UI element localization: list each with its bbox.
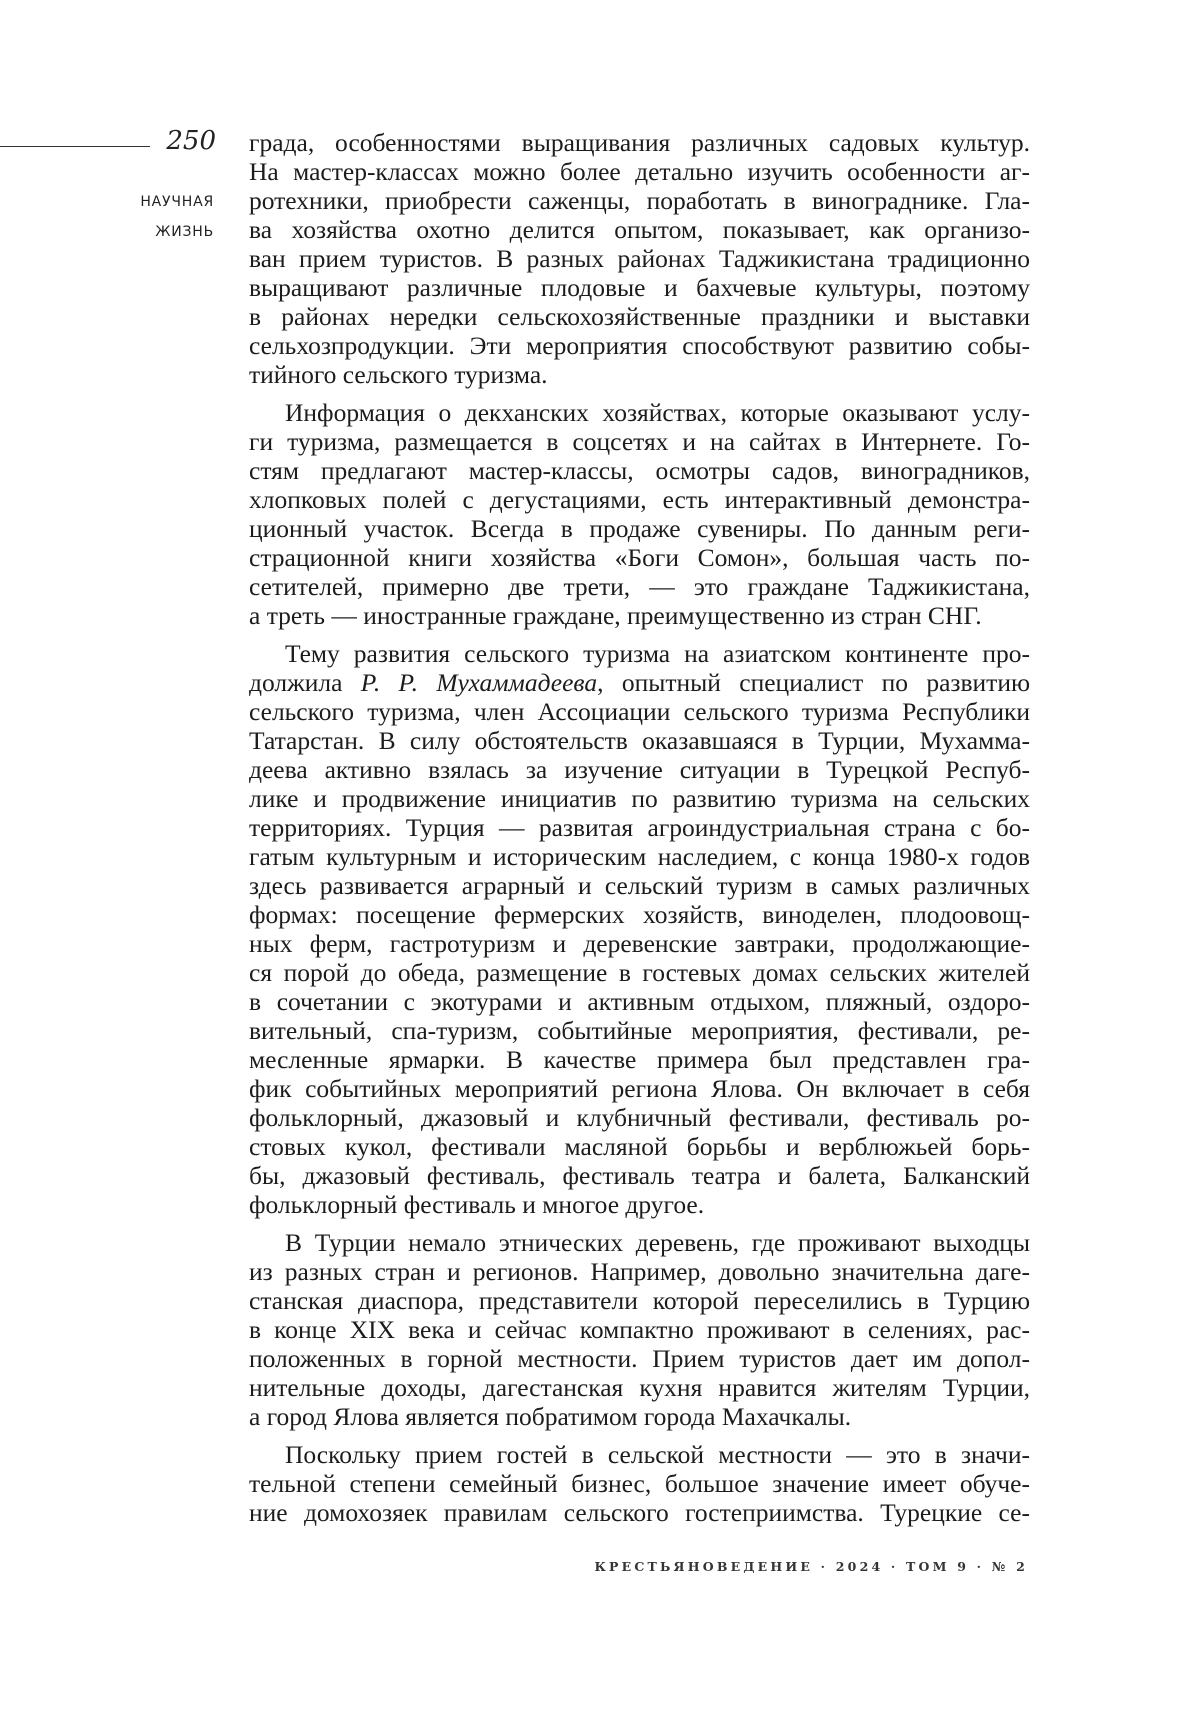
text-line: ных ферм, гастротуризм и деревенские завтраки, продолжающие- (249, 929, 1030, 958)
text-line: а город Ялова является побратимом города Махачкалы. (249, 1402, 852, 1431)
author-name: Р. Р. Мухаммадеева (360, 668, 598, 697)
page-number: 250 (166, 126, 216, 156)
text-line: фольклорный, джазовый и клубничный фестивали, фестиваль ро- (249, 1103, 1030, 1132)
paragraph (249, 639, 1030, 1219)
text-line: стовых кукол, фестивали масляной борьбы и верблюжьей борь- (249, 1132, 1030, 1161)
text-line: ротехники, приобрести саженцы, поработать в винограднике. Гла- (249, 186, 1030, 215)
paragraph (249, 1228, 1030, 1431)
text-line: Тему развития сельского туризма на азиатском континенте про- (285, 639, 1030, 668)
text-line: ся порой до обеда, размещение в гостевых домах сельских жителей (249, 958, 1030, 987)
text-line: из разных стран и регионов. Например, довольно значительна даге- (249, 1257, 1030, 1286)
text-line: тийного сельского туризма. (249, 360, 548, 389)
text-line: выращивают различные плодовые и бахчевые культуры, поэтому (249, 273, 1030, 302)
text-segment: должила (249, 668, 361, 697)
text-line: положенных в горной местности. Прием туристов дает им допол- (249, 1344, 1030, 1373)
text-line: формах: посещение фермерских хозяйств, виноделен, плодоовощ- (249, 900, 1030, 929)
text-line (249, 668, 1030, 697)
text-line: здесь развивается аграрный и сельский туризм в самых различных (249, 871, 1030, 900)
text-line: гатым культурным и историческим наследием, с конца 1980-х годов (249, 842, 1030, 871)
text-line: территориях. Турция — развитая агроиндустриальная страна с бо- (249, 813, 1030, 842)
text-line: нительные доходы, дагестанская кухня нравится жителям Турции, (249, 1373, 1030, 1402)
text-line: Татарстан. В силу обстоятельств оказавшаяся в Турции, Мухамма- (249, 726, 1030, 755)
text-line: фольклорный фестиваль и многое другое. (249, 1190, 705, 1219)
text-line: Информация о декханских хозяйствах, которые оказывают услу- (285, 398, 1030, 427)
text-line: станская диаспора, представители которой переселились в Турцию (249, 1286, 1030, 1315)
text-line: ги туризма, размещается в соцсетях и на сайтах в Интернете. Го- (249, 427, 1030, 456)
paragraph (249, 398, 1030, 630)
text-line: стям предлагают мастер-классы, осмотры садов, виноградников, (249, 456, 1030, 485)
text-line: страционной книги хозяйства «Боги Сомон», большая часть по- (249, 543, 1030, 572)
text-line: лике и продвижение инициатив по развитию туризма на сельских (249, 784, 1030, 813)
paragraph (249, 1440, 1030, 1527)
article-body (249, 128, 1030, 1536)
text-line: месленные ярмарки. В качестве примера был представлен гра- (249, 1045, 1030, 1074)
section-label-line1: НАУЧНАЯ (140, 194, 214, 210)
text-line: ван прием туристов. В разных районах Таджикистана традиционно (249, 244, 1030, 273)
journal-footer: КРЕСТЬЯНОВЕДЕНИЕ · 2024 · ТОМ 9 · № 2 (594, 1559, 1028, 1574)
text-line: вительный, спа-туризм, событийные мероприятия, фестивали, ре- (249, 1016, 1030, 1045)
text-line: На мастер-классах можно более детально изучить особенности аг- (249, 157, 1030, 186)
text-segment: , опытный специалист по развитию (597, 668, 1031, 697)
text-line: Поскольку прием гостей в сельской местности — это в значи- (285, 1440, 1030, 1469)
text-line: в районах нередки сельскохозяйственные праздники и выставки (249, 302, 1030, 331)
text-line: в конце XIX века и сейчас компактно проживают в селениях, рас- (249, 1315, 1030, 1344)
text-line: сельхозпродукции. Эти мероприятия способствуют развитию собы- (249, 331, 1030, 360)
text-line: деева активно взялась за изучение ситуации в Турецкой Респуб- (249, 755, 1030, 784)
text-line: хлопковых полей с дегустациями, есть интерактивный демонстра- (249, 485, 1030, 514)
text-line: сетителей, примерно две трети, — это граждане Таджикистана, (249, 572, 1030, 601)
text-line: тельной степени семейный бизнес, большое значение имеет обуче- (249, 1469, 1030, 1498)
text-line: ционный участок. Всегда в продаже сувениры. По данным реги- (249, 514, 1030, 543)
text-line: фик событийных мероприятий региона Ялова. Он включает в себя (249, 1074, 1030, 1103)
text-line: сельского туризма, член Ассоциации сельского туризма Республики (249, 697, 1030, 726)
text-line: ние домохозяек правилам сельского гостеприимства. Турецкие се- (249, 1498, 1030, 1527)
text-line: бы, джазовый фестиваль, фестиваль театра и балета, Балканский (249, 1161, 1030, 1190)
text-line: града, особенностями выращивания различных садовых культур. (249, 128, 1030, 157)
text-line: В Турции немало этнических деревень, где проживают выходцы (285, 1228, 1030, 1257)
text-line: в сочетании с экотурами и активным отдыхом, пляжный, оздоро- (249, 987, 1030, 1016)
text-line: ва хозяйства охотно делится опытом, показывает, как организо- (249, 215, 1030, 244)
header-rule (0, 146, 150, 147)
section-label-line2: ЖИЗНЬ (155, 224, 214, 240)
text-line: а треть — иностранные граждане, преимущественно из стран СНГ. (249, 601, 982, 630)
paragraph (249, 128, 1030, 389)
